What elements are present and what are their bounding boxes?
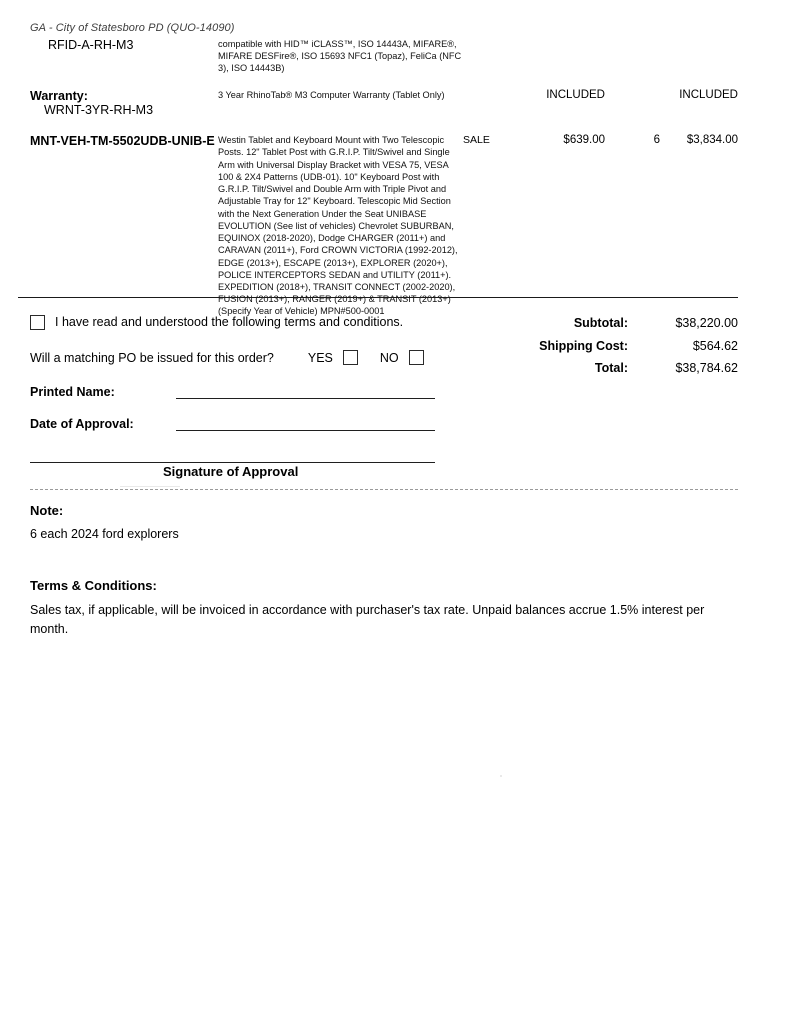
subtotal-label: Subtotal: (573, 316, 628, 330)
terms-and-conditions-title: Terms & Conditions: (30, 578, 157, 593)
shipping-row (470, 339, 738, 353)
purchase-order-row (30, 350, 424, 365)
purchase-order-no-checkbox[interactable] (409, 350, 424, 365)
item-type (463, 38, 525, 77)
item-description: Westin Tablet and Keyboard Mount with Two Telescopic Posts. 12" Tablet Post with G.R.I.P. Tilt/Swivel and Single Arm with Universal Display Bracket with VESA 75, VESA 100 & 2X4 Patterns (UDB-01). 10" Keyboard Post with G.R.I.P. Tilt/Swivel and Double Arm with Triple Pivot and Adjustable Tray for 12" Keyboard. Telescopic Mid Section with the Next Generation Under the Seat UNIBASE EVOLUTION (See list of vehicles) Chevrolet SUBURBAN, EQUINOX (2018-2020), Dodge CHARGER (2011+) and CARAVAN (2011+), Ford CROWN VICTORIA (1992-2012), EDGE (2013+), ESCAPE (2013+), EXPLORER (2020+), POLICE INTERCEPTORS SEDAN and UTILITY (2011+). EXPEDITION (2018+), TRANSIT CONNECT (2002-2020), FUSION (2013+), RANGER (2019+) & TRANSIT (2013+) (Specify Year of Vehicle) MPN#500-0001 (218, 135, 458, 317)
printed-name-input[interactable] (176, 398, 435, 399)
table-row (30, 38, 738, 77)
warranty-code: WRNT-3YR-RH-M3 (44, 103, 154, 118)
item-price: INCLUDED (546, 88, 605, 101)
subtotal-value: $38,220.00 (675, 316, 738, 330)
shipping-label: Shipping Cost: (539, 338, 628, 353)
totals-block (470, 316, 738, 384)
date-of-approval-input[interactable] (176, 430, 435, 431)
section-divider (18, 297, 738, 298)
purchase-order-no-label: NO (379, 350, 399, 365)
terms-acknowledgment-block (30, 315, 450, 330)
item-type: SALE (463, 134, 490, 147)
shipping-value: $564.62 (692, 338, 738, 353)
table-row (30, 77, 738, 121)
item-quantity: 6 (653, 134, 660, 147)
item-type (463, 77, 525, 121)
signature-input[interactable] (30, 462, 435, 463)
date-of-approval-label: Date of Approval: (30, 417, 134, 431)
line-items-table (30, 38, 738, 320)
purchase-order-yes-checkbox[interactable] (343, 350, 358, 365)
document-header-title: GA - City of Statesboro PD (QUO-14090) (30, 22, 235, 34)
terms-acknowledgment-row (30, 315, 450, 330)
item-quantity (605, 38, 660, 77)
dashed-divider (30, 489, 738, 490)
item-extended: $3,834.00 (686, 134, 738, 147)
printed-name-label: Printed Name: (30, 385, 115, 399)
scan-artifact (500, 775, 502, 777)
item-code: MNT-VEH-TM-5502UDB-UNIB-E (30, 134, 215, 149)
item-extended (660, 38, 738, 77)
note-body: 6 each 2024 ford explorers (30, 527, 179, 541)
total-label: Total: (594, 361, 628, 375)
subtotal-row (470, 316, 738, 330)
purchase-order-yes-label: YES (307, 350, 333, 365)
item-code: RFID-A-RH-M3 (48, 38, 134, 52)
purchase-order-question: Will a matching PO be issued for this order? (30, 350, 274, 365)
item-description: 3 Year RhinoTab® M3 Computer Warranty (Tablet Only) (218, 89, 445, 100)
scan-artifact (120, 486, 180, 487)
item-code (30, 77, 218, 121)
item-description: compatible with HID™ iCLASS™, ISO 14443A, MIFARE®, MIFARE DESFire®, ISO 15693 NFC1 (Topaz), FeliCa (NFC 3), ISO 14443B) (218, 39, 462, 74)
terms-and-conditions-body: Sales tax, if applicable, will be invoiced in accordance with purchaser's tax rate. Unpaid balances accrue 1.5% interest per month. (30, 603, 705, 637)
item-extended: INCLUDED (679, 88, 738, 101)
warranty-label: Warranty: (30, 88, 88, 103)
signature-of-approval-caption: Signature of Approval (163, 464, 299, 479)
item-price (525, 38, 605, 77)
note-title: Note: (30, 503, 64, 518)
terms-acknowledgment-label: I have read and understood the following terms and conditions. (55, 315, 404, 329)
total-row (470, 361, 738, 375)
table-row (30, 120, 738, 320)
item-quantity (605, 77, 660, 121)
item-price: $639.00 (563, 134, 605, 147)
terms-acknowledgment-checkbox[interactable] (30, 315, 45, 330)
total-value: $38,784.62 (675, 361, 738, 375)
